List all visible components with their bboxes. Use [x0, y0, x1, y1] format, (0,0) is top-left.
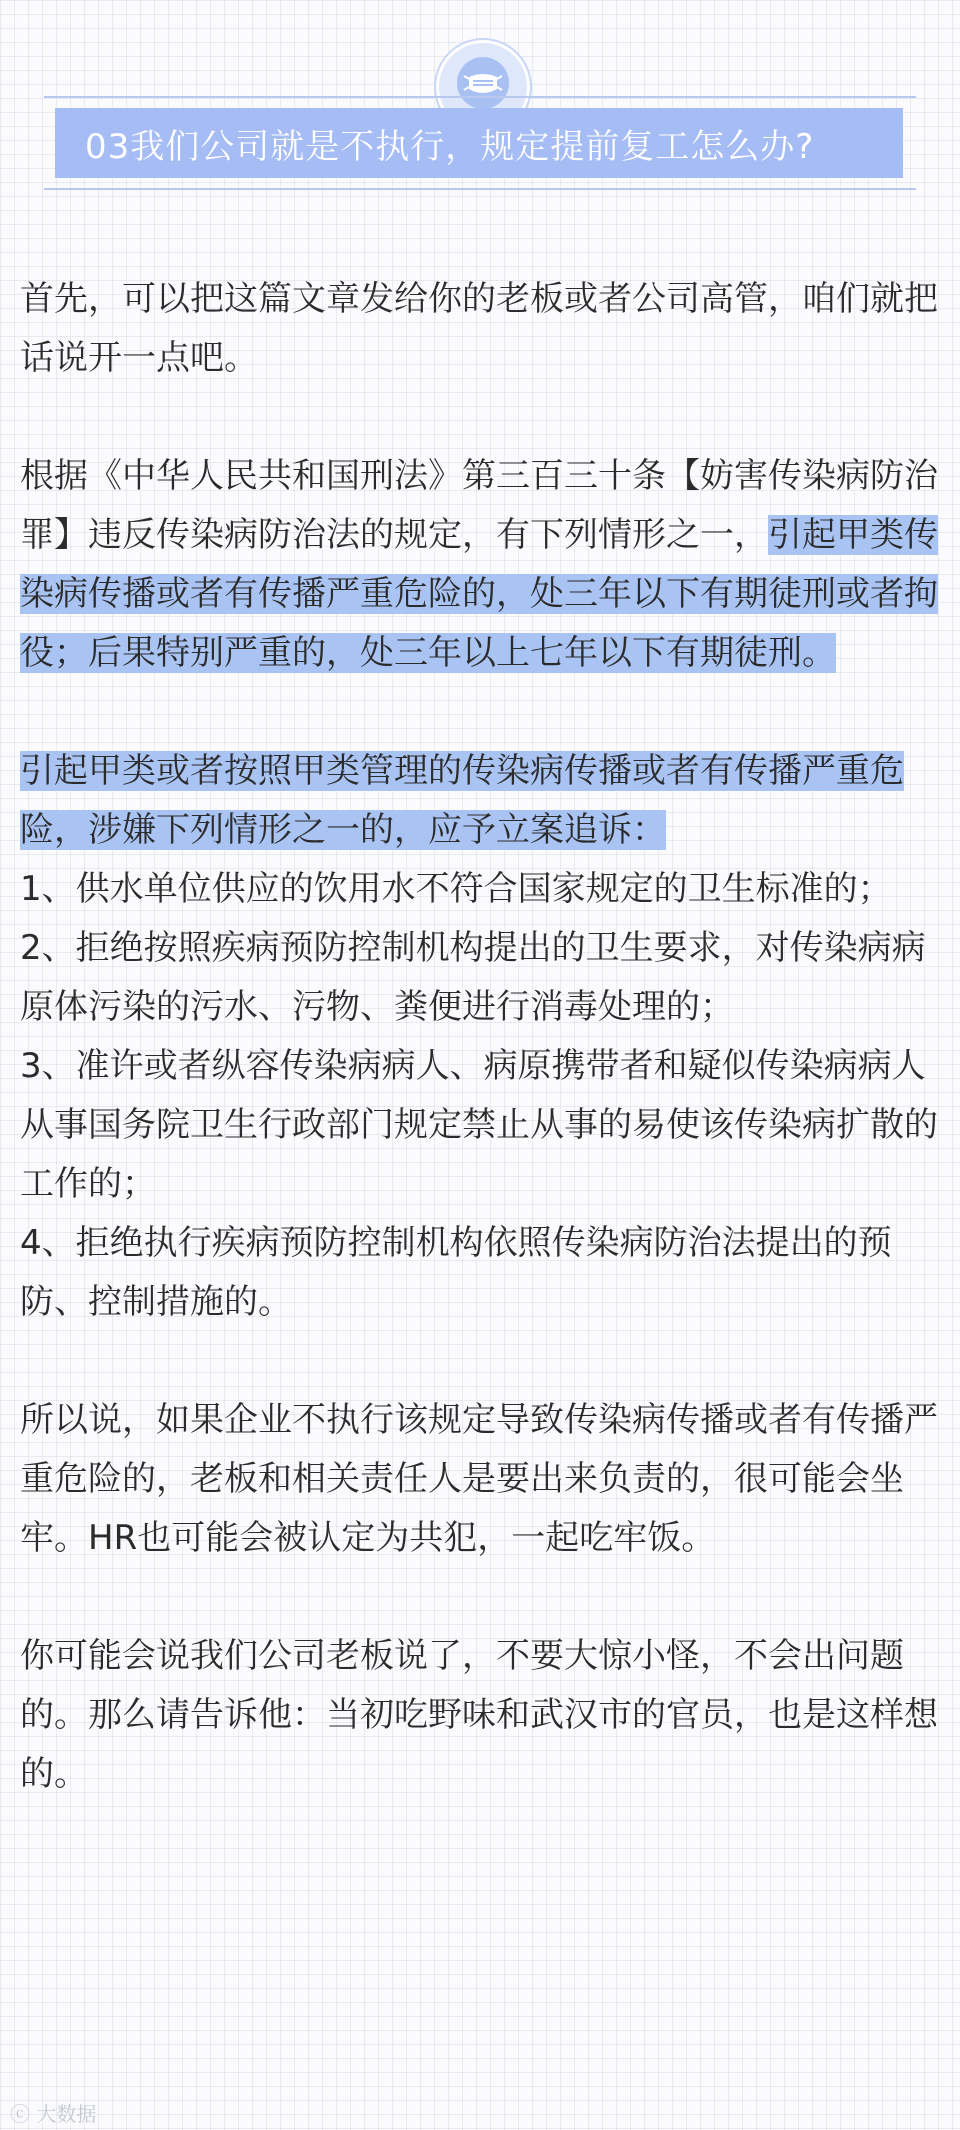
list-item: 4、拒绝执行疾病预防控制机构依照传染病防治法提出的预防、控制措施的。 [20, 1223, 892, 1322]
section-header [0, 0, 960, 200]
header-rule-bottom [44, 188, 916, 190]
watermark: ⓒ 大数据 [10, 2102, 97, 2126]
article-body [20, 270, 940, 1804]
list-item: 1、供水单位供应的饮用水不符合国家规定的卫生标准的； [20, 869, 892, 909]
section-title: 03我们公司就是不执行，规定提前复工怎么办? [85, 126, 815, 167]
paragraph-closing: 你可能会说我们公司老板说了，不要大惊小怪，不会出问题的。那么请告诉他：当初吃野味和武汉市的官员，也是这样想的。 [20, 1636, 938, 1794]
paragraph-consequence: 所以说，如果企业不执行该规定导致传染病传播或者有传播严重危险的，老板和相关责任人是要出来负责的，很可能会坐牢。HR也可能会被认定为共犯，一起吃牢饭。 [20, 1400, 938, 1558]
header-rule-top [44, 96, 916, 98]
highlighted-prosecution: 引起甲类或者按照甲类管理的传染病传播或者有传播严重危险，涉嫌下列情形之一的，应予立案追诉： [20, 751, 904, 850]
law-lead-text: 根据《中华人民共和国刑法》第三百三十条【妨害传染病防治罪】违反传染病防治法的规定，有下列情形之一， [20, 456, 938, 555]
title-bar [55, 108, 903, 178]
paragraph-intro: 首先，可以把这篇文章发给你的老板或者公司高管，咱们就把话说开一点吧。 [20, 279, 938, 378]
paragraph-law [20, 447, 940, 683]
list-item: 3、准许或者纵容传染病病人、病原携带者和疑似传染病病人从事国务院卫生行政部门规定禁止从事的易使该传染病扩散的工作的； [20, 1046, 938, 1204]
list-item: 2、拒绝按照疾病预防控制机构提出的卫生要求，对传染病病原体污染的污水、污物、粪便进行消毒处理的； [20, 928, 926, 1027]
paragraph-prosecution [20, 742, 940, 860]
highlighted-penalty: 引起甲类传染病传播或者有传播严重危险的，处三年以下有期徒刑或者拘役；后果特别严重的，处三年以上七年以下有期徒刑。 [20, 515, 938, 673]
